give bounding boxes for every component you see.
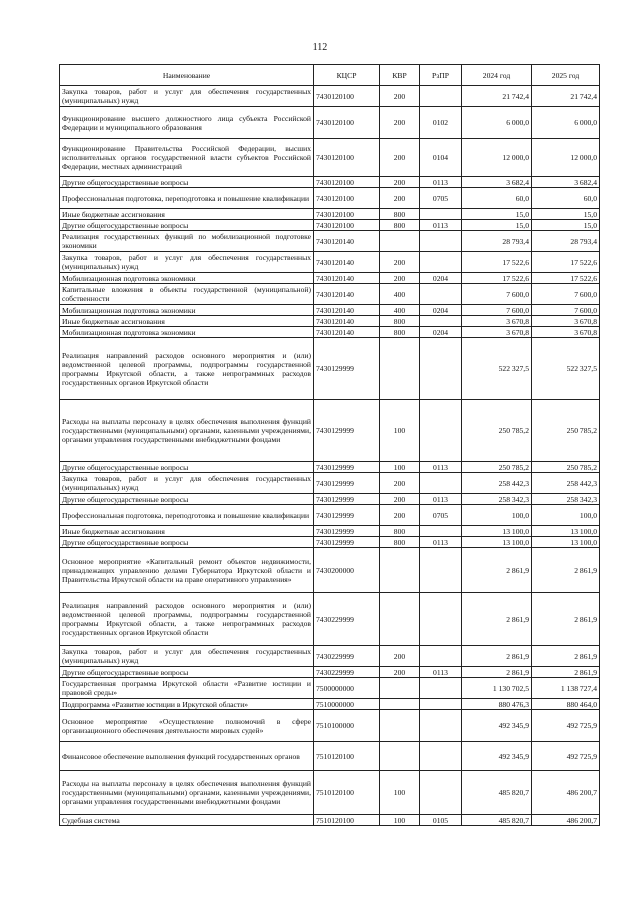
- table-row: [60, 646, 600, 667]
- cell-name: Мобилизационная подготовка экономики: [60, 305, 314, 316]
- cell-y2024: 21 742,4: [462, 86, 532, 107]
- cell-kcsr: 7430120140: [314, 231, 380, 252]
- cell-kcsr: 7430229999: [314, 593, 380, 646]
- cell-y2024: 3 670,8: [462, 327, 532, 338]
- cell-kvr: 200: [380, 505, 420, 526]
- cell-name: Мобилизационная подготовка экономики: [60, 327, 314, 338]
- cell-kcsr: 7430120100: [314, 177, 380, 188]
- cell-rzpr: 0204: [420, 273, 462, 284]
- cell-name: Другие общегосударственные вопросы: [60, 177, 314, 188]
- cell-y2024: 7 600,0: [462, 305, 532, 316]
- cell-y2025: 522 327,5: [532, 338, 600, 400]
- cell-y2024: 492 345,9: [462, 710, 532, 742]
- cell-rzpr: [420, 710, 462, 742]
- cell-kcsr: 7430200000: [314, 548, 380, 593]
- cell-kcsr: 7430129999: [314, 494, 380, 505]
- cell-rzpr: 0113: [420, 177, 462, 188]
- table-row: [60, 273, 600, 284]
- cell-y2024: 485 820,7: [462, 771, 532, 815]
- cell-y2024: 17 522,6: [462, 252, 532, 273]
- cell-y2025: 486 200,7: [532, 771, 600, 815]
- cell-rzpr: 0105: [420, 815, 462, 826]
- cell-rzpr: 0113: [420, 667, 462, 678]
- table-row: [60, 537, 600, 548]
- cell-y2024: 2 861,9: [462, 548, 532, 593]
- cell-kcsr: 7430120140: [314, 284, 380, 305]
- header-kvr: КВР: [380, 65, 420, 86]
- table-row: [60, 678, 600, 699]
- cell-name: Основное мероприятие «Капитальный ремонт объектов недвижимости, принадлежащих управлению делами Губернатора Иркутской области и Правительства Иркутской области на праве оперативного управления»: [60, 548, 314, 593]
- cell-name: Иные бюджетные ассигнования: [60, 209, 314, 220]
- cell-rzpr: [420, 593, 462, 646]
- cell-y2024: 1 130 702,5: [462, 678, 532, 699]
- table-row: [60, 710, 600, 742]
- cell-y2024: 60,0: [462, 188, 532, 209]
- cell-y2024: 13 100,0: [462, 526, 532, 537]
- cell-rzpr: 0113: [420, 462, 462, 473]
- cell-y2025: 6 000,0: [532, 107, 600, 139]
- cell-y2024: 880 476,3: [462, 699, 532, 710]
- cell-name: Подпрограмма «Развитие юстиции в Иркутской области»: [60, 699, 314, 710]
- table-row: [60, 473, 600, 494]
- cell-kcsr: 7430120140: [314, 316, 380, 327]
- table-row: [60, 494, 600, 505]
- cell-kvr: 200: [380, 86, 420, 107]
- cell-y2024: 2 861,9: [462, 646, 532, 667]
- cell-kcsr: 7500000000: [314, 678, 380, 699]
- cell-name: Расходы на выплаты персоналу в целях обеспечения выполнения функций государственными (муниципальными) органами, казенными учреждениями, органами управления государственными внебюджетными фондами: [60, 400, 314, 462]
- cell-name: Профессиональная подготовка, переподготовка и повышение квалификации: [60, 188, 314, 209]
- cell-rzpr: [420, 646, 462, 667]
- table-row: [60, 338, 600, 400]
- table-header-row: [60, 65, 600, 86]
- cell-rzpr: [420, 284, 462, 305]
- cell-kvr: [380, 710, 420, 742]
- cell-kvr: 200: [380, 107, 420, 139]
- cell-kvr: 200: [380, 273, 420, 284]
- cell-y2025: 2 861,9: [532, 548, 600, 593]
- table-row: [60, 505, 600, 526]
- cell-y2025: 1 138 727,4: [532, 678, 600, 699]
- cell-rzpr: 0113: [420, 494, 462, 505]
- cell-kcsr: 7430129999: [314, 400, 380, 462]
- cell-name: Функционирование Правительства Российской Федерации, высших исполнительных органов государственной власти субъектов Российской Федерации, местных администраций: [60, 139, 314, 177]
- cell-kvr: 100: [380, 400, 420, 462]
- cell-kcsr: 7510120100: [314, 742, 380, 771]
- table-row: [60, 107, 600, 139]
- cell-kcsr: 7430129999: [314, 505, 380, 526]
- cell-name: Государственная программа Иркутской области «Развитие юстиции и правовой среды»: [60, 678, 314, 699]
- cell-y2025: 258 342,3: [532, 494, 600, 505]
- cell-y2025: 17 522,6: [532, 273, 600, 284]
- cell-rzpr: 0705: [420, 188, 462, 209]
- cell-kvr: [380, 338, 420, 400]
- cell-rzpr: 0113: [420, 537, 462, 548]
- cell-rzpr: [420, 316, 462, 327]
- cell-y2025: 2 861,9: [532, 667, 600, 678]
- cell-kvr: [380, 678, 420, 699]
- cell-kvr: 800: [380, 220, 420, 231]
- cell-kvr: 200: [380, 139, 420, 177]
- cell-rzpr: [420, 473, 462, 494]
- table-row: [60, 548, 600, 593]
- cell-y2025: 21 742,4: [532, 86, 600, 107]
- cell-y2024: 13 100,0: [462, 537, 532, 548]
- cell-y2025: 3 670,8: [532, 316, 600, 327]
- cell-name: Иные бюджетные ассигнования: [60, 316, 314, 327]
- header-name: Наименование: [60, 65, 314, 86]
- cell-name: Другие общегосударственные вопросы: [60, 667, 314, 678]
- cell-y2024: 2 861,9: [462, 667, 532, 678]
- cell-name: Реализация направлений расходов основного мероприятия и (или) ведомственной целевой программы, подпрограммы государственной программы Иркутской области, а также непрограммных расходов государственных органов Иркутской области: [60, 338, 314, 400]
- cell-kvr: 100: [380, 462, 420, 473]
- cell-kvr: [380, 699, 420, 710]
- cell-kvr: 100: [380, 771, 420, 815]
- cell-kcsr: 7430229999: [314, 667, 380, 678]
- cell-y2024: 17 522,6: [462, 273, 532, 284]
- cell-y2024: 15,0: [462, 209, 532, 220]
- table-row: [60, 252, 600, 273]
- cell-kcsr: 7510000000: [314, 699, 380, 710]
- cell-name: Другие общегосударственные вопросы: [60, 220, 314, 231]
- cell-kcsr: 7430120140: [314, 305, 380, 316]
- cell-name: Функционирование высшего должностного лица субъекта Российской Федерации и муниципального образования: [60, 107, 314, 139]
- cell-kcsr: 7430120100: [314, 220, 380, 231]
- cell-name: Закупка товаров, работ и услуг для обеспечения государственных (муниципальных) нужд: [60, 86, 314, 107]
- table-row: [60, 771, 600, 815]
- cell-y2025: 7 600,0: [532, 284, 600, 305]
- cell-y2024: 522 327,5: [462, 338, 532, 400]
- table-row: [60, 667, 600, 678]
- cell-y2025: 7 600,0: [532, 305, 600, 316]
- table-row: [60, 305, 600, 316]
- cell-kcsr: 7430120140: [314, 327, 380, 338]
- cell-kvr: 200: [380, 667, 420, 678]
- cell-kvr: [380, 742, 420, 771]
- cell-rzpr: [420, 678, 462, 699]
- cell-kcsr: 7430129999: [314, 537, 380, 548]
- cell-kcsr: 7430229999: [314, 646, 380, 667]
- cell-y2025: 3 670,8: [532, 327, 600, 338]
- cell-kvr: 400: [380, 284, 420, 305]
- cell-y2025: 15,0: [532, 220, 600, 231]
- cell-kcsr: 7430120140: [314, 252, 380, 273]
- cell-y2024: 250 785,2: [462, 400, 532, 462]
- cell-name: Другие общегосударственные вопросы: [60, 537, 314, 548]
- cell-rzpr: [420, 742, 462, 771]
- cell-y2025: 250 785,2: [532, 462, 600, 473]
- table-row: [60, 188, 600, 209]
- table-row: [60, 327, 600, 338]
- cell-kvr: 400: [380, 305, 420, 316]
- cell-rzpr: 0204: [420, 305, 462, 316]
- cell-name: Профессиональная подготовка, переподготовка и повышение квалификации: [60, 505, 314, 526]
- cell-y2025: 100,0: [532, 505, 600, 526]
- cell-kvr: 200: [380, 494, 420, 505]
- cell-rzpr: 0204: [420, 327, 462, 338]
- table-row: [60, 462, 600, 473]
- cell-rzpr: [420, 771, 462, 815]
- cell-y2025: 492 725,9: [532, 710, 600, 742]
- cell-y2025: 880 464,0: [532, 699, 600, 710]
- header-2024: 2024 год: [462, 65, 532, 86]
- cell-name: Основное мероприятие «Осуществление полномочий в сфере организационного обеспечения деятельности мировых судей»: [60, 710, 314, 742]
- cell-kvr: 200: [380, 646, 420, 667]
- table-row: [60, 177, 600, 188]
- table-row: [60, 209, 600, 220]
- table-row: [60, 284, 600, 305]
- cell-rzpr: 0113: [420, 220, 462, 231]
- cell-y2024: 6 000,0: [462, 107, 532, 139]
- cell-y2025: 13 100,0: [532, 526, 600, 537]
- cell-rzpr: [420, 86, 462, 107]
- budget-table: [59, 64, 600, 826]
- cell-y2024: 12 000,0: [462, 139, 532, 177]
- table-row: [60, 742, 600, 771]
- table-row: [60, 316, 600, 327]
- table-row: [60, 699, 600, 710]
- cell-kcsr: 7430129999: [314, 338, 380, 400]
- cell-kvr: 100: [380, 815, 420, 826]
- cell-kcsr: 7430120100: [314, 209, 380, 220]
- table-row: [60, 220, 600, 231]
- cell-y2025: 13 100,0: [532, 537, 600, 548]
- cell-y2025: 12 000,0: [532, 139, 600, 177]
- cell-y2024: 3 682,4: [462, 177, 532, 188]
- cell-y2025: 15,0: [532, 209, 600, 220]
- cell-kvr: 800: [380, 327, 420, 338]
- cell-kvr: [380, 593, 420, 646]
- cell-kcsr: 7430120140: [314, 273, 380, 284]
- cell-kcsr: 7430129999: [314, 473, 380, 494]
- table-row: [60, 815, 600, 826]
- cell-kcsr: 7430120100: [314, 86, 380, 107]
- cell-name: Закупка товаров, работ и услуг для обеспечения государственных (муниципальных) нужд: [60, 473, 314, 494]
- cell-y2024: 258 442,3: [462, 473, 532, 494]
- cell-name: Судебная система: [60, 815, 314, 826]
- cell-rzpr: [420, 231, 462, 252]
- cell-y2025: 492 725,9: [532, 742, 600, 771]
- cell-name: Закупка товаров, работ и услуг для обеспечения государственных (муниципальных) нужд: [60, 646, 314, 667]
- cell-kvr: 200: [380, 252, 420, 273]
- table-row: [60, 139, 600, 177]
- cell-name: Финансовое обеспечение выполнения функций государственных органов: [60, 742, 314, 771]
- cell-y2025: 3 682,4: [532, 177, 600, 188]
- cell-kvr: 200: [380, 473, 420, 494]
- table-body: [60, 86, 600, 826]
- table-row: [60, 86, 600, 107]
- cell-rzpr: [420, 252, 462, 273]
- cell-kcsr: 7430120100: [314, 188, 380, 209]
- cell-kvr: 200: [380, 188, 420, 209]
- cell-name: Расходы на выплаты персоналу в целях обеспечения выполнения функций государственными (муниципальными) органами, казенными учреждениями, органами управления государственными внебюджетными фондами: [60, 771, 314, 815]
- cell-kvr: 800: [380, 537, 420, 548]
- cell-y2024: 15,0: [462, 220, 532, 231]
- cell-y2024: 28 793,4: [462, 231, 532, 252]
- cell-kcsr: 7510120100: [314, 771, 380, 815]
- cell-name: Закупка товаров, работ и услуг для обеспечения государственных (муниципальных) нужд: [60, 252, 314, 273]
- cell-name: Иные бюджетные ассигнования: [60, 526, 314, 537]
- cell-kcsr: 7430120100: [314, 107, 380, 139]
- page-number: 112: [312, 42, 328, 53]
- cell-kcsr: 7510120100: [314, 815, 380, 826]
- table-row: [60, 400, 600, 462]
- cell-name: Капитальные вложения в объекты государственной (муниципальной) собственности: [60, 284, 314, 305]
- cell-y2025: 2 861,9: [532, 646, 600, 667]
- cell-rzpr: 0102: [420, 107, 462, 139]
- table-row: [60, 231, 600, 252]
- cell-rzpr: [420, 526, 462, 537]
- cell-y2025: 28 793,4: [532, 231, 600, 252]
- cell-y2025: 258 442,3: [532, 473, 600, 494]
- cell-name: Мобилизационная подготовка экономики: [60, 273, 314, 284]
- table-row: [60, 526, 600, 537]
- cell-y2025: 2 861,9: [532, 593, 600, 646]
- cell-kvr: 800: [380, 526, 420, 537]
- cell-kvr: [380, 548, 420, 593]
- cell-kvr: 800: [380, 316, 420, 327]
- cell-name: Другие общегосударственные вопросы: [60, 462, 314, 473]
- cell-y2024: 250 785,2: [462, 462, 532, 473]
- cell-kvr: 800: [380, 209, 420, 220]
- table-row: [60, 593, 600, 646]
- cell-name: Реализация государственных функций по мобилизационной подготовке экономики: [60, 231, 314, 252]
- cell-name: Реализация направлений расходов основного мероприятия и (или) ведомственной целевой программы, подпрограммы государственной программы Иркутской области, а также непрограммных расходов государственных органов Иркутской области: [60, 593, 314, 646]
- cell-y2024: 492 345,9: [462, 742, 532, 771]
- cell-rzpr: 0104: [420, 139, 462, 177]
- cell-y2025: 250 785,2: [532, 400, 600, 462]
- cell-y2025: 17 522,6: [532, 252, 600, 273]
- cell-y2024: 485 820,7: [462, 815, 532, 826]
- cell-y2024: 2 861,9: [462, 593, 532, 646]
- cell-kcsr: 7430129999: [314, 462, 380, 473]
- cell-rzpr: [420, 400, 462, 462]
- cell-kvr: 200: [380, 177, 420, 188]
- cell-rzpr: [420, 209, 462, 220]
- cell-kcsr: 7510100000: [314, 710, 380, 742]
- header-rzpr: РзПР: [420, 65, 462, 86]
- cell-kcsr: 7430129999: [314, 526, 380, 537]
- cell-y2024: 3 670,8: [462, 316, 532, 327]
- cell-rzpr: [420, 338, 462, 400]
- cell-y2025: 486 200,7: [532, 815, 600, 826]
- cell-rzpr: [420, 699, 462, 710]
- header-kcsr: КЦСР: [314, 65, 380, 86]
- cell-kcsr: 7430120100: [314, 139, 380, 177]
- header-2025: 2025 год: [532, 65, 600, 86]
- cell-name: Другие общегосударственные вопросы: [60, 494, 314, 505]
- cell-y2025: 60,0: [532, 188, 600, 209]
- cell-y2024: 100,0: [462, 505, 532, 526]
- cell-kvr: [380, 231, 420, 252]
- cell-rzpr: [420, 548, 462, 593]
- cell-y2024: 7 600,0: [462, 284, 532, 305]
- cell-rzpr: 0705: [420, 505, 462, 526]
- cell-y2024: 258 342,3: [462, 494, 532, 505]
